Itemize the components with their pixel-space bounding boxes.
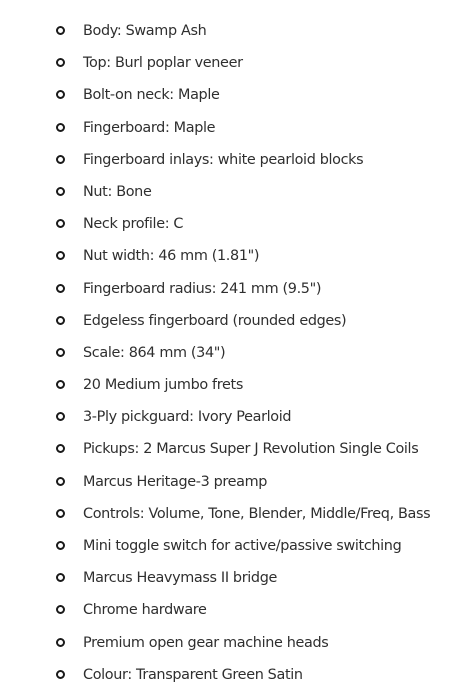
spec-text: Scale: 864 mm (34") bbox=[83, 344, 226, 361]
list-item bbox=[0, 465, 459, 497]
spec-text: Fingerboard radius: 241 mm (9.5") bbox=[83, 280, 322, 297]
list-item bbox=[0, 626, 459, 658]
spec-text: Top: Burl poplar veneer bbox=[83, 55, 243, 72]
bullet-icon bbox=[56, 670, 65, 679]
list-item bbox=[0, 207, 459, 239]
list-item bbox=[0, 336, 459, 368]
spec-text: Nut width: 46 mm (1.81") bbox=[83, 248, 260, 265]
list-item bbox=[0, 432, 459, 464]
bullet-icon bbox=[56, 187, 65, 196]
bullet-icon bbox=[56, 123, 65, 132]
bullet-icon bbox=[56, 605, 65, 614]
bullet-icon bbox=[56, 412, 65, 421]
bullet-icon bbox=[56, 477, 65, 486]
list-item bbox=[0, 304, 459, 336]
bullet-icon bbox=[56, 638, 65, 647]
list-item bbox=[0, 111, 459, 143]
bullet-icon bbox=[56, 316, 65, 325]
list-item bbox=[0, 400, 459, 432]
spec-text: Chrome hardware bbox=[83, 602, 207, 619]
list-item bbox=[0, 561, 459, 593]
bullet-icon bbox=[56, 541, 65, 550]
bullet-icon bbox=[56, 380, 65, 389]
spec-text: Pickups: 2 Marcus Super J Revolution Single Coils bbox=[83, 441, 419, 458]
spec-text: 20 Medium jumbo frets bbox=[83, 377, 243, 394]
bullet-icon bbox=[56, 509, 65, 518]
spec-text: Premium open gear machine heads bbox=[83, 634, 329, 651]
bullet-icon bbox=[56, 155, 65, 164]
spec-text: Colour: Transparent Green Satin bbox=[83, 666, 303, 683]
spec-text: Body: Swamp Ash bbox=[83, 23, 207, 39]
spec-text: Bolt-on neck: Maple bbox=[83, 87, 220, 104]
spec-text: Fingerboard inlays: white pearloid blocks bbox=[83, 151, 364, 168]
spec-text: Controls: Volume, Tone, Blender, Middle/Freq, Bass bbox=[83, 505, 431, 522]
bullet-icon bbox=[56, 251, 65, 260]
bullet-icon bbox=[56, 90, 65, 99]
spec-text: Fingerboard: Maple bbox=[83, 119, 216, 136]
list-item bbox=[0, 78, 459, 110]
list-item bbox=[0, 272, 459, 304]
spec-text: Mini toggle switch for active/passive switching bbox=[83, 538, 402, 554]
list-item bbox=[0, 529, 459, 561]
bullet-icon bbox=[56, 573, 65, 582]
list-item bbox=[0, 143, 459, 175]
list-item bbox=[0, 497, 459, 529]
bullet-icon bbox=[56, 219, 65, 228]
spec-text: 3-Ply pickguard: Ivory Pearloid bbox=[83, 409, 292, 426]
bullet-icon bbox=[56, 348, 65, 357]
bullet-icon bbox=[56, 58, 65, 67]
list-item bbox=[0, 368, 459, 400]
list-item bbox=[0, 175, 459, 207]
list-item bbox=[0, 593, 459, 625]
spec-text: Edgeless fingerboard (rounded edges) bbox=[83, 312, 347, 329]
spec-text: Marcus Heritage-3 preamp bbox=[83, 473, 268, 490]
list-item bbox=[0, 14, 459, 46]
spec-text: Neck profile: C bbox=[83, 216, 184, 233]
bullet-icon bbox=[56, 284, 65, 293]
list-item bbox=[0, 46, 459, 78]
bullet-icon bbox=[56, 444, 65, 453]
bullet-icon bbox=[56, 26, 65, 35]
list-item bbox=[0, 658, 459, 690]
list-item bbox=[0, 239, 459, 271]
spec-list bbox=[0, 14, 459, 690]
spec-text: Marcus Heavymass II bridge bbox=[83, 570, 278, 587]
spec-text: Nut: Bone bbox=[83, 183, 152, 200]
